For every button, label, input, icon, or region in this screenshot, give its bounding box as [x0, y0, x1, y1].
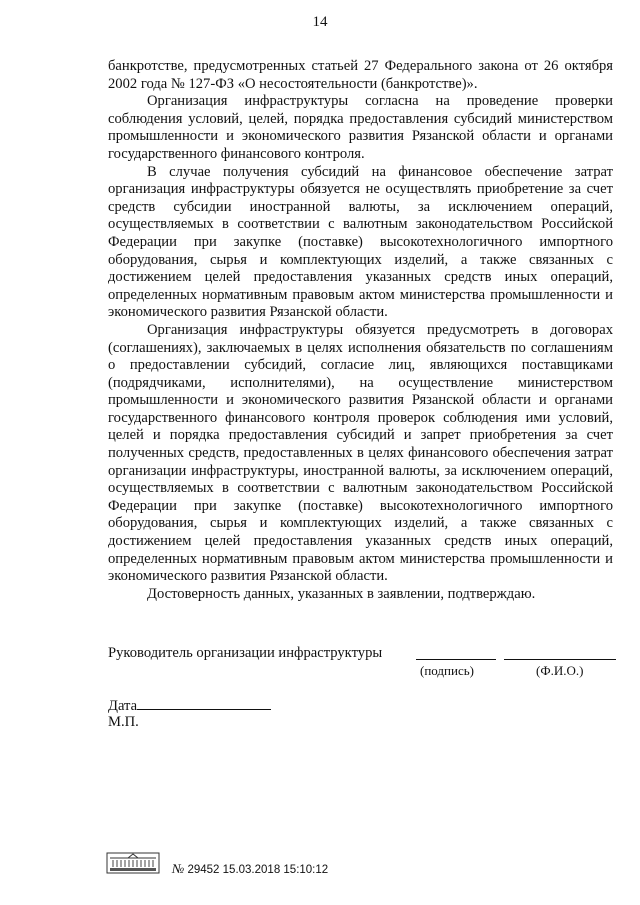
date-field	[108, 697, 271, 715]
registry-stamp-text	[172, 861, 328, 877]
fio-caption: (Ф.И.О.)	[536, 663, 584, 678]
seal-place-label: М.П.	[108, 714, 139, 730]
signatory-label: Руководитель организации инфраструктуры	[108, 645, 383, 661]
paragraph-continuation: банкротстве, предусмотренных статьей 27 Федерального закона от 26 октября 2002 года № 127-ФЗ «О несостоятельности (банкротстве)».	[108, 58, 613, 92]
date-blank-line	[137, 697, 271, 710]
signature-block	[108, 645, 618, 685]
paragraph-inspection-consent: Организация инфраструктуры согласна на проведение проверки соблюдения условий, целей, порядка предоставления субсидий министерством промышленности и экономического развития Рязанской области и органами государственного финансового контроля.	[108, 93, 613, 162]
date-label: Дата	[108, 698, 138, 714]
paragraph-data-confirmation: Достоверность данных, указанных в заявлении, подтверждаю.	[147, 585, 536, 602]
registry-building-stamp-icon	[106, 852, 160, 874]
page-number: 14	[312, 14, 328, 30]
paragraph-currency-restriction: В случае получения субсидий на финансовое обеспечение затрат организация инфраструктуры обязуется не осуществлять приобретение за счет средств субсидии иностранной валюты, за исключением операций, осуществляемых в соответствии с валютным законодательством Российской Федерации при закупке (поставке) высокотехнологичного импортного оборудования, сырья и комплектующих изделий, а также связанных с достижением целей предоставления указанных средств иных операций, определенных нормативным правовым актом министерства промышленности и экономического развития Рязанской области.	[108, 163, 613, 321]
registry-datetime: 15.03.2018 15:10:12	[222, 864, 329, 876]
signature-caption: (подпись)	[420, 663, 474, 678]
document-body	[108, 58, 613, 603]
registry-number: 29452	[187, 864, 220, 876]
registry-number-sign: №	[172, 861, 185, 876]
paragraph-contract-obligations: Организация инфраструктуры обязуется предусмотреть в договорах (соглашениях), заключаемых в целях исполнения обязательств по соглашениям о предоставлении субсидий, согласие лиц, являющихся поставщиками (подрядчиками, исполнителями), на осуществление министерством промышленности и экономического развития Рязанской области и органами государственного финансового контроля проверок соблюдения ими условий, целей и порядка предоставления субсидий и запрет приобретения за счет полученных средств, предоставленных в целях финансового обеспечения затрат организации инфраструктуры, иностранной валюты, за исключением операций, осуществляемых в соответствии с валютным законодательством Российской Федерации при закупке (поставке) высокотехнологичного импортного оборудования, сырья и комплектующих изделий, а также связанных с достижением целей предоставления указанных средств иных операций, определенных нормативным правовым актом министерства промышленности и экономического развития Рязанской области.	[108, 321, 613, 585]
fio-line	[504, 659, 616, 660]
signature-line	[416, 659, 496, 660]
